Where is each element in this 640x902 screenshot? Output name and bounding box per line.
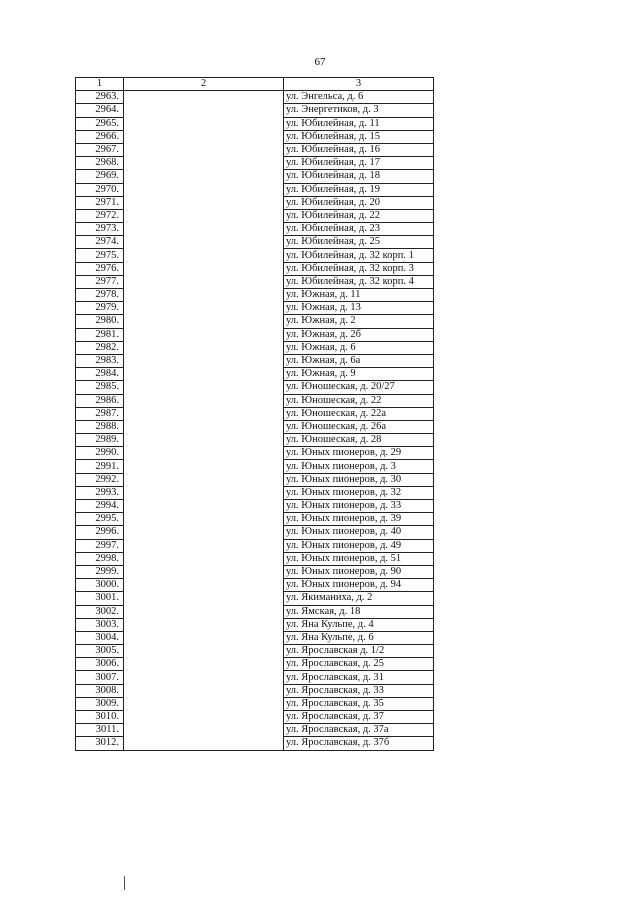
row-number-cell: 3001. [76,592,124,605]
row-number-cell: 2982. [76,341,124,354]
table-row [76,170,434,183]
row-number-cell: 3011. [76,724,124,737]
row-number-cell: 2980. [76,315,124,328]
table-body [76,91,434,750]
address-cell: ул. Ярославская, д. 37б [284,737,434,750]
table-row [76,328,434,341]
empty-column-cell [124,658,284,671]
address-cell: ул. Южная, д. 6 [284,341,434,354]
empty-column-cell [124,618,284,631]
empty-column-cell [124,500,284,513]
empty-column-cell [124,420,284,433]
address-cell: ул. Юбилейная, д. 16 [284,143,434,156]
row-number-cell: 2994. [76,500,124,513]
empty-column-cell [124,513,284,526]
table-row [76,236,434,249]
row-number-cell: 2979. [76,302,124,315]
empty-column-cell [124,486,284,499]
table-row [76,315,434,328]
table-row [76,354,434,367]
table-row [76,631,434,644]
row-number-cell: 3002. [76,605,124,618]
address-cell: ул. Юных пионеров, д. 40 [284,526,434,539]
address-table [75,77,434,751]
empty-column-cell [124,592,284,605]
empty-column-cell [124,315,284,328]
table-row [76,565,434,578]
column-header-2: 2 [124,78,284,91]
address-cell: ул. Южная, д. 2б [284,328,434,341]
table-row [76,618,434,631]
table-row [76,143,434,156]
page-number: 67 [314,56,326,68]
empty-column-cell [124,170,284,183]
row-number-cell: 3004. [76,631,124,644]
address-cell: ул. Ярославская, д. 31 [284,671,434,684]
empty-column-cell [124,262,284,275]
table-row [76,711,434,724]
empty-column-cell [124,407,284,420]
table-row [76,223,434,236]
empty-column-cell [124,104,284,117]
table-row [76,104,434,117]
table-row [76,196,434,209]
table-row [76,513,434,526]
empty-column-cell [124,130,284,143]
row-number-cell: 3008. [76,684,124,697]
address-cell: ул. Юбилейная, д. 23 [284,223,434,236]
row-number-cell: 2999. [76,565,124,578]
empty-column-cell [124,645,284,658]
address-cell: ул. Юбилейная, д. 25 [284,236,434,249]
empty-column-cell [124,697,284,710]
table-row [76,209,434,222]
address-cell: ул. Юных пионеров, д. 94 [284,579,434,592]
address-cell: ул. Юношеская, д. 22а [284,407,434,420]
empty-column-cell [124,460,284,473]
address-cell: ул. Юбилейная, д. 17 [284,157,434,170]
row-number-cell: 2992. [76,473,124,486]
table-row [76,275,434,288]
margin-mark [124,876,125,890]
empty-column-cell [124,434,284,447]
table-row [76,262,434,275]
row-number-cell: 2963. [76,91,124,104]
empty-column-cell [124,196,284,209]
table-row [76,737,434,750]
row-number-cell: 2975. [76,249,124,262]
address-cell: ул. Ярославская д. 1/2 [284,645,434,658]
empty-column-cell [124,684,284,697]
empty-column-cell [124,157,284,170]
address-cell: ул. Юбилейная, д. 20 [284,196,434,209]
row-number-cell: 2966. [76,130,124,143]
row-number-cell: 3007. [76,671,124,684]
row-number-cell: 3006. [76,658,124,671]
table-row [76,500,434,513]
table-row [76,447,434,460]
table-row [76,289,434,302]
column-header-1: 1 [76,78,124,91]
empty-column-cell [124,737,284,750]
empty-column-cell [124,183,284,196]
table-row [76,183,434,196]
table-row [76,605,434,618]
table-row [76,684,434,697]
row-number-cell: 2977. [76,275,124,288]
empty-column-cell [124,143,284,156]
empty-column-cell [124,209,284,222]
column-header-3: 3 [284,78,434,91]
address-cell: ул. Ярославская, д. 37 [284,711,434,724]
address-cell: ул. Юбилейная, д. 22 [284,209,434,222]
table-row [76,157,434,170]
empty-column-cell [124,236,284,249]
table-row [76,381,434,394]
row-number-cell: 2988. [76,420,124,433]
row-number-cell: 2972. [76,209,124,222]
row-number-cell: 2967. [76,143,124,156]
empty-column-cell [124,565,284,578]
empty-column-cell [124,368,284,381]
empty-column-cell [124,724,284,737]
empty-column-cell [124,223,284,236]
table-row [76,645,434,658]
empty-column-cell [124,354,284,367]
table-row [76,434,434,447]
row-number-cell: 2983. [76,354,124,367]
address-cell: ул. Юных пионеров, д. 30 [284,473,434,486]
address-cell: ул. Яна Кульпе, д. 4 [284,618,434,631]
table-row [76,526,434,539]
empty-column-cell [124,249,284,262]
row-number-cell: 2974. [76,236,124,249]
empty-column-cell [124,117,284,130]
empty-column-cell [124,341,284,354]
address-cell: ул. Ярославская, д. 25 [284,658,434,671]
row-number-cell: 2970. [76,183,124,196]
table-row [76,249,434,262]
empty-column-cell [124,671,284,684]
table-row [76,658,434,671]
table-row [76,697,434,710]
row-number-cell: 2991. [76,460,124,473]
address-cell: ул. Южная, д. 13 [284,302,434,315]
table-row [76,473,434,486]
address-cell: ул. Юбилейная, д. 18 [284,170,434,183]
row-number-cell: 2987. [76,407,124,420]
table-row [76,130,434,143]
row-number-cell: 2984. [76,368,124,381]
row-number-cell: 3000. [76,579,124,592]
address-cell: ул. Ярославская, д. 37а [284,724,434,737]
empty-column-cell [124,605,284,618]
address-cell: ул. Юных пионеров, д. 32 [284,486,434,499]
row-number-cell: 2990. [76,447,124,460]
address-cell: ул. Юных пионеров, д. 39 [284,513,434,526]
row-number-cell: 3009. [76,697,124,710]
address-cell: ул. Якиманиха, д. 2 [284,592,434,605]
address-cell: ул. Юбилейная, д. 15 [284,130,434,143]
address-cell: ул. Южная, д. 2 [284,315,434,328]
address-cell: ул. Юбилейная, д. 32 корп. 1 [284,249,434,262]
address-cell: ул. Юных пионеров, д. 90 [284,565,434,578]
table-row [76,539,434,552]
table-row [76,552,434,565]
row-number-cell: 2995. [76,513,124,526]
address-cell: ул. Энгельса, д. 6 [284,91,434,104]
row-number-cell: 2996. [76,526,124,539]
table-row [76,724,434,737]
address-cell: ул. Юбилейная, д. 32 корп. 3 [284,262,434,275]
row-number-cell: 3010. [76,711,124,724]
row-number-cell: 2965. [76,117,124,130]
table-row [76,460,434,473]
address-cell: ул. Юношеская, д. 20/27 [284,381,434,394]
table-row [76,579,434,592]
row-number-cell: 2993. [76,486,124,499]
table-row [76,91,434,104]
row-number-cell: 2986. [76,394,124,407]
empty-column-cell [124,539,284,552]
empty-column-cell [124,91,284,104]
row-number-cell: 2971. [76,196,124,209]
address-cell: ул. Юбилейная, д. 32 корп. 4 [284,275,434,288]
row-number-cell: 2968. [76,157,124,170]
empty-column-cell [124,447,284,460]
empty-column-cell [124,328,284,341]
row-number-cell: 2981. [76,328,124,341]
empty-column-cell [124,275,284,288]
address-cell: ул. Юношеская, д. 28 [284,434,434,447]
table-row [76,394,434,407]
empty-column-cell [124,711,284,724]
table-row [76,486,434,499]
row-number-cell: 2989. [76,434,124,447]
address-cell: ул. Ярославская, д. 33 [284,684,434,697]
empty-column-cell [124,631,284,644]
row-number-cell: 3003. [76,618,124,631]
address-cell: ул. Юных пионеров, д. 33 [284,500,434,513]
table-row [76,341,434,354]
empty-column-cell [124,289,284,302]
address-cell: ул. Ярославская, д. 35 [284,697,434,710]
address-cell: ул. Юношеская, д. 26а [284,420,434,433]
row-number-cell: 3005. [76,645,124,658]
address-cell: ул. Юных пионеров, д. 3 [284,460,434,473]
row-number-cell: 2978. [76,289,124,302]
row-number-cell: 2998. [76,552,124,565]
address-cell: ул. Юных пионеров, д. 51 [284,552,434,565]
address-cell: ул. Южная, д. 9 [284,368,434,381]
empty-column-cell [124,302,284,315]
empty-column-cell [124,552,284,565]
address-cell: ул. Юношеская, д. 22 [284,394,434,407]
row-number-cell: 2973. [76,223,124,236]
empty-column-cell [124,381,284,394]
row-number-cell: 2997. [76,539,124,552]
table-row [76,420,434,433]
address-cell: ул. Энергетиков, д. 3 [284,104,434,117]
address-cell: ул. Юных пионеров, д. 29 [284,447,434,460]
address-cell: ул. Юбилейная, д. 11 [284,117,434,130]
row-number-cell: 3012. [76,737,124,750]
table-header-row [76,78,434,91]
address-cell: ул. Ямская, д. 18 [284,605,434,618]
table-row [76,671,434,684]
row-number-cell: 2964. [76,104,124,117]
address-cell: ул. Юных пионеров, д. 49 [284,539,434,552]
table-row [76,368,434,381]
address-cell: ул. Яна Кульпе, д. 6 [284,631,434,644]
table-row [76,302,434,315]
empty-column-cell [124,473,284,486]
row-number-cell: 2969. [76,170,124,183]
empty-column-cell [124,526,284,539]
row-number-cell: 2985. [76,381,124,394]
row-number-cell: 2976. [76,262,124,275]
table-row [76,407,434,420]
table-row [76,117,434,130]
table-row [76,592,434,605]
empty-column-cell [124,394,284,407]
address-cell: ул. Южная, д. 11 [284,289,434,302]
empty-column-cell [124,579,284,592]
address-cell: ул. Юбилейная, д. 19 [284,183,434,196]
address-cell: ул. Южная, д. 6а [284,354,434,367]
